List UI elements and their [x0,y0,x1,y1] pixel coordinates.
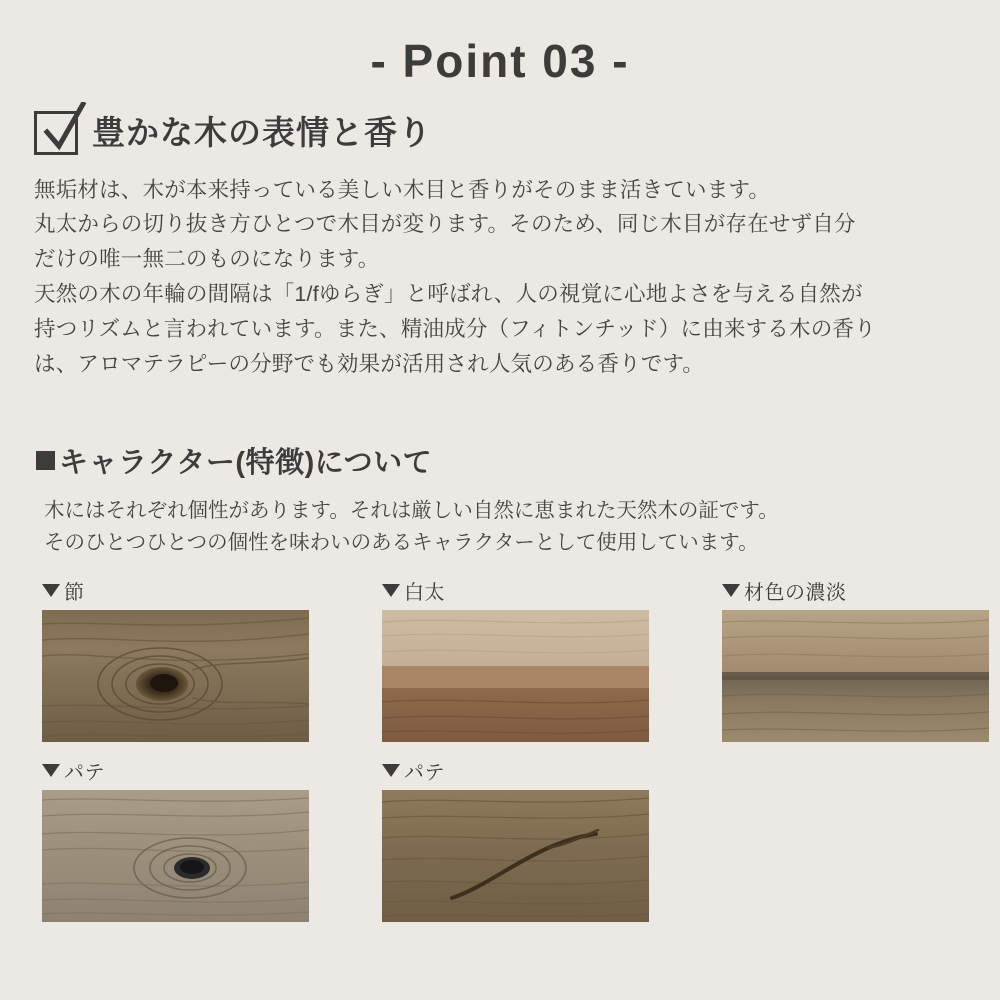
sample-label-row [382,756,649,785]
character-heading [36,440,972,481]
sample-label: パテ [64,762,105,785]
character-line-2: そのひとつひとつの個性を味わいのあるキャラクターとして使用しています。 [44,531,759,555]
page-title: - Point 03 - [370,35,630,87]
sample-image-color-variation [722,610,989,742]
character-line-1: 木にはそれぞれ個性があります。それは厳しい自然に恵まれた天然木の証です。 [44,498,779,522]
section-heading-label: 豊かな木の表情と香り [92,114,432,152]
character-heading-label: キャラクター(特徴)について [59,446,433,479]
sample-sapwood [382,576,649,742]
sample-label: 節 [64,582,85,605]
sample-putty-2 [382,756,649,922]
sample-putty-1 [42,756,309,922]
sample-label-row [42,576,309,605]
sample-label-row [722,576,989,605]
sample-label: 材色の濃淡 [744,582,847,605]
triangle-down-icon [382,584,400,597]
triangle-down-icon [382,764,400,777]
section-heading-row [28,111,972,155]
intro-line-2: 丸太からの切り抜き方ひとつで木目が変ります。そのため、同じ木目が存在せず自分 [34,212,856,237]
sample-knot [42,576,309,742]
intro-body [28,173,972,382]
sample-image-knot [42,610,309,742]
sample-label-row [382,576,649,605]
character-section [28,440,972,923]
sample-grid [36,576,972,922]
intro-line-6: は、アロマテラピーの分野でも効果が活用され人気のある香りです。 [34,351,705,376]
sample-image-putty-1 [42,790,309,922]
sample-label: 白太 [404,582,445,605]
sample-color-variation [722,576,989,742]
check-icon [34,111,78,155]
sample-image-sapwood [382,610,649,742]
sample-label-row [42,756,309,785]
intro-line-5: 持つリズムと言われています。また、精油成分（フィトンチッド）に由来する木の香り [34,316,876,341]
sample-image-putty-2 [382,790,649,922]
intro-line-4: 天然の木の年輪の間隔は「1/fゆらぎ」と呼ばれ、人の視覚に心地よさを与える自然が [34,282,863,307]
character-body [36,495,972,561]
triangle-down-icon [42,584,60,597]
triangle-down-icon [722,584,740,597]
intro-line-3: だけの唯一無二のものになります。 [34,247,380,272]
triangle-down-icon [42,764,60,777]
intro-line-1: 無垢材は、木が本来持っている美しい木目と香りがそのまま活きています。 [34,177,771,202]
square-bullet-icon [36,451,55,470]
sample-label: パテ [404,762,445,785]
